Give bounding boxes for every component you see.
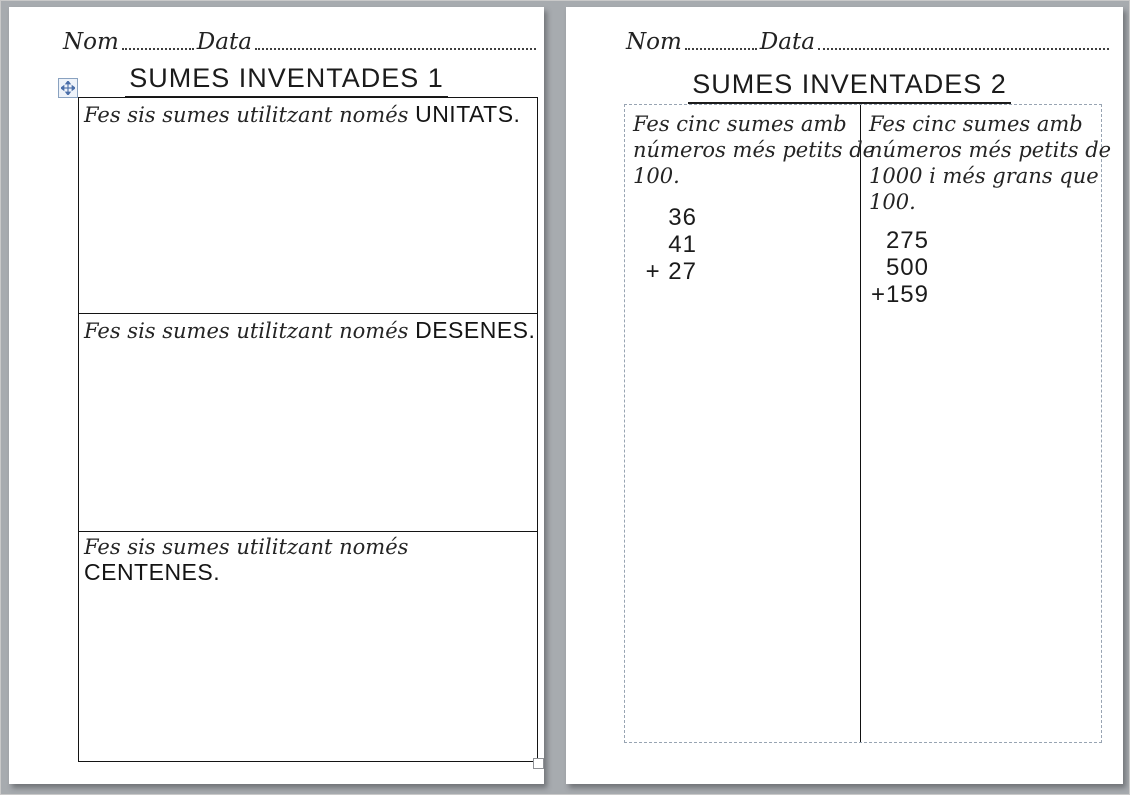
date-dotted-leader[interactable]: [818, 48, 1109, 50]
name-dotted-leader[interactable]: [685, 48, 757, 50]
page-title-wrap: [9, 63, 544, 98]
page-1: [9, 7, 544, 784]
instruction-line: números més petits de: [633, 138, 876, 162]
date-label: Data: [759, 29, 815, 55]
row-keyword: CENTENES.: [84, 559, 221, 585]
page-title: SUMES INVENTADES 1: [125, 63, 448, 98]
table-row-unitats[interactable]: [79, 98, 537, 314]
name-dotted-leader[interactable]: [122, 48, 194, 50]
page-title: SUMES INVENTADES 2: [688, 69, 1011, 104]
row-instruction-cursive: Fes sis sumes utilitzant només: [84, 103, 416, 127]
table-row-desenes[interactable]: [79, 314, 537, 532]
row-keyword: UNITATS.: [415, 101, 521, 127]
name-date-line: [626, 25, 1112, 55]
row-instruction-cursive: Fes sis sumes utilitzant només: [84, 319, 416, 343]
addition-sum: [869, 227, 929, 308]
sum-addend: 36: [668, 204, 697, 231]
instruction-line: 100.: [869, 190, 916, 214]
addition-sum: [633, 204, 697, 285]
sums-table: [78, 97, 538, 762]
instruction-line: números més petits de: [869, 138, 1112, 162]
table-resize-handle resize-square-icon[interactable]: [533, 758, 544, 769]
instruction-line: 1000 i més grans que: [869, 164, 1099, 188]
row-keyword: DESENES.: [415, 317, 536, 343]
name-label: Nom: [626, 29, 682, 55]
instruction-line: 100.: [633, 164, 680, 188]
sum-addend-plus: +159: [870, 281, 929, 308]
sum-addend: 275: [885, 227, 929, 254]
sum-addend: 41: [668, 231, 697, 258]
name-date-line: [63, 25, 539, 55]
page-title-wrap: [566, 69, 1123, 104]
date-dotted-leader[interactable]: [255, 48, 536, 50]
sums-column-under-100[interactable]: [625, 105, 876, 742]
table-row-centenes[interactable]: [79, 532, 537, 758]
two-column-sums-box: [624, 104, 1112, 743]
page-2: [566, 7, 1123, 784]
four-way-move-arrow-icon: [61, 81, 75, 95]
sum-addend: 500: [885, 254, 929, 281]
row-instruction-cursive: Fes sis sumes utilitzant només: [84, 535, 409, 559]
instruction-line: Fes cinc sumes amb: [633, 112, 847, 136]
sum-addend-plus: + 27: [645, 258, 697, 285]
name-label: Nom: [63, 29, 119, 55]
table-move-handle[interactable]: [58, 78, 78, 98]
instruction-line: Fes cinc sumes amb: [869, 112, 1083, 136]
sums-column-100-to-1000[interactable]: [861, 105, 1119, 742]
date-label: Data: [196, 29, 252, 55]
